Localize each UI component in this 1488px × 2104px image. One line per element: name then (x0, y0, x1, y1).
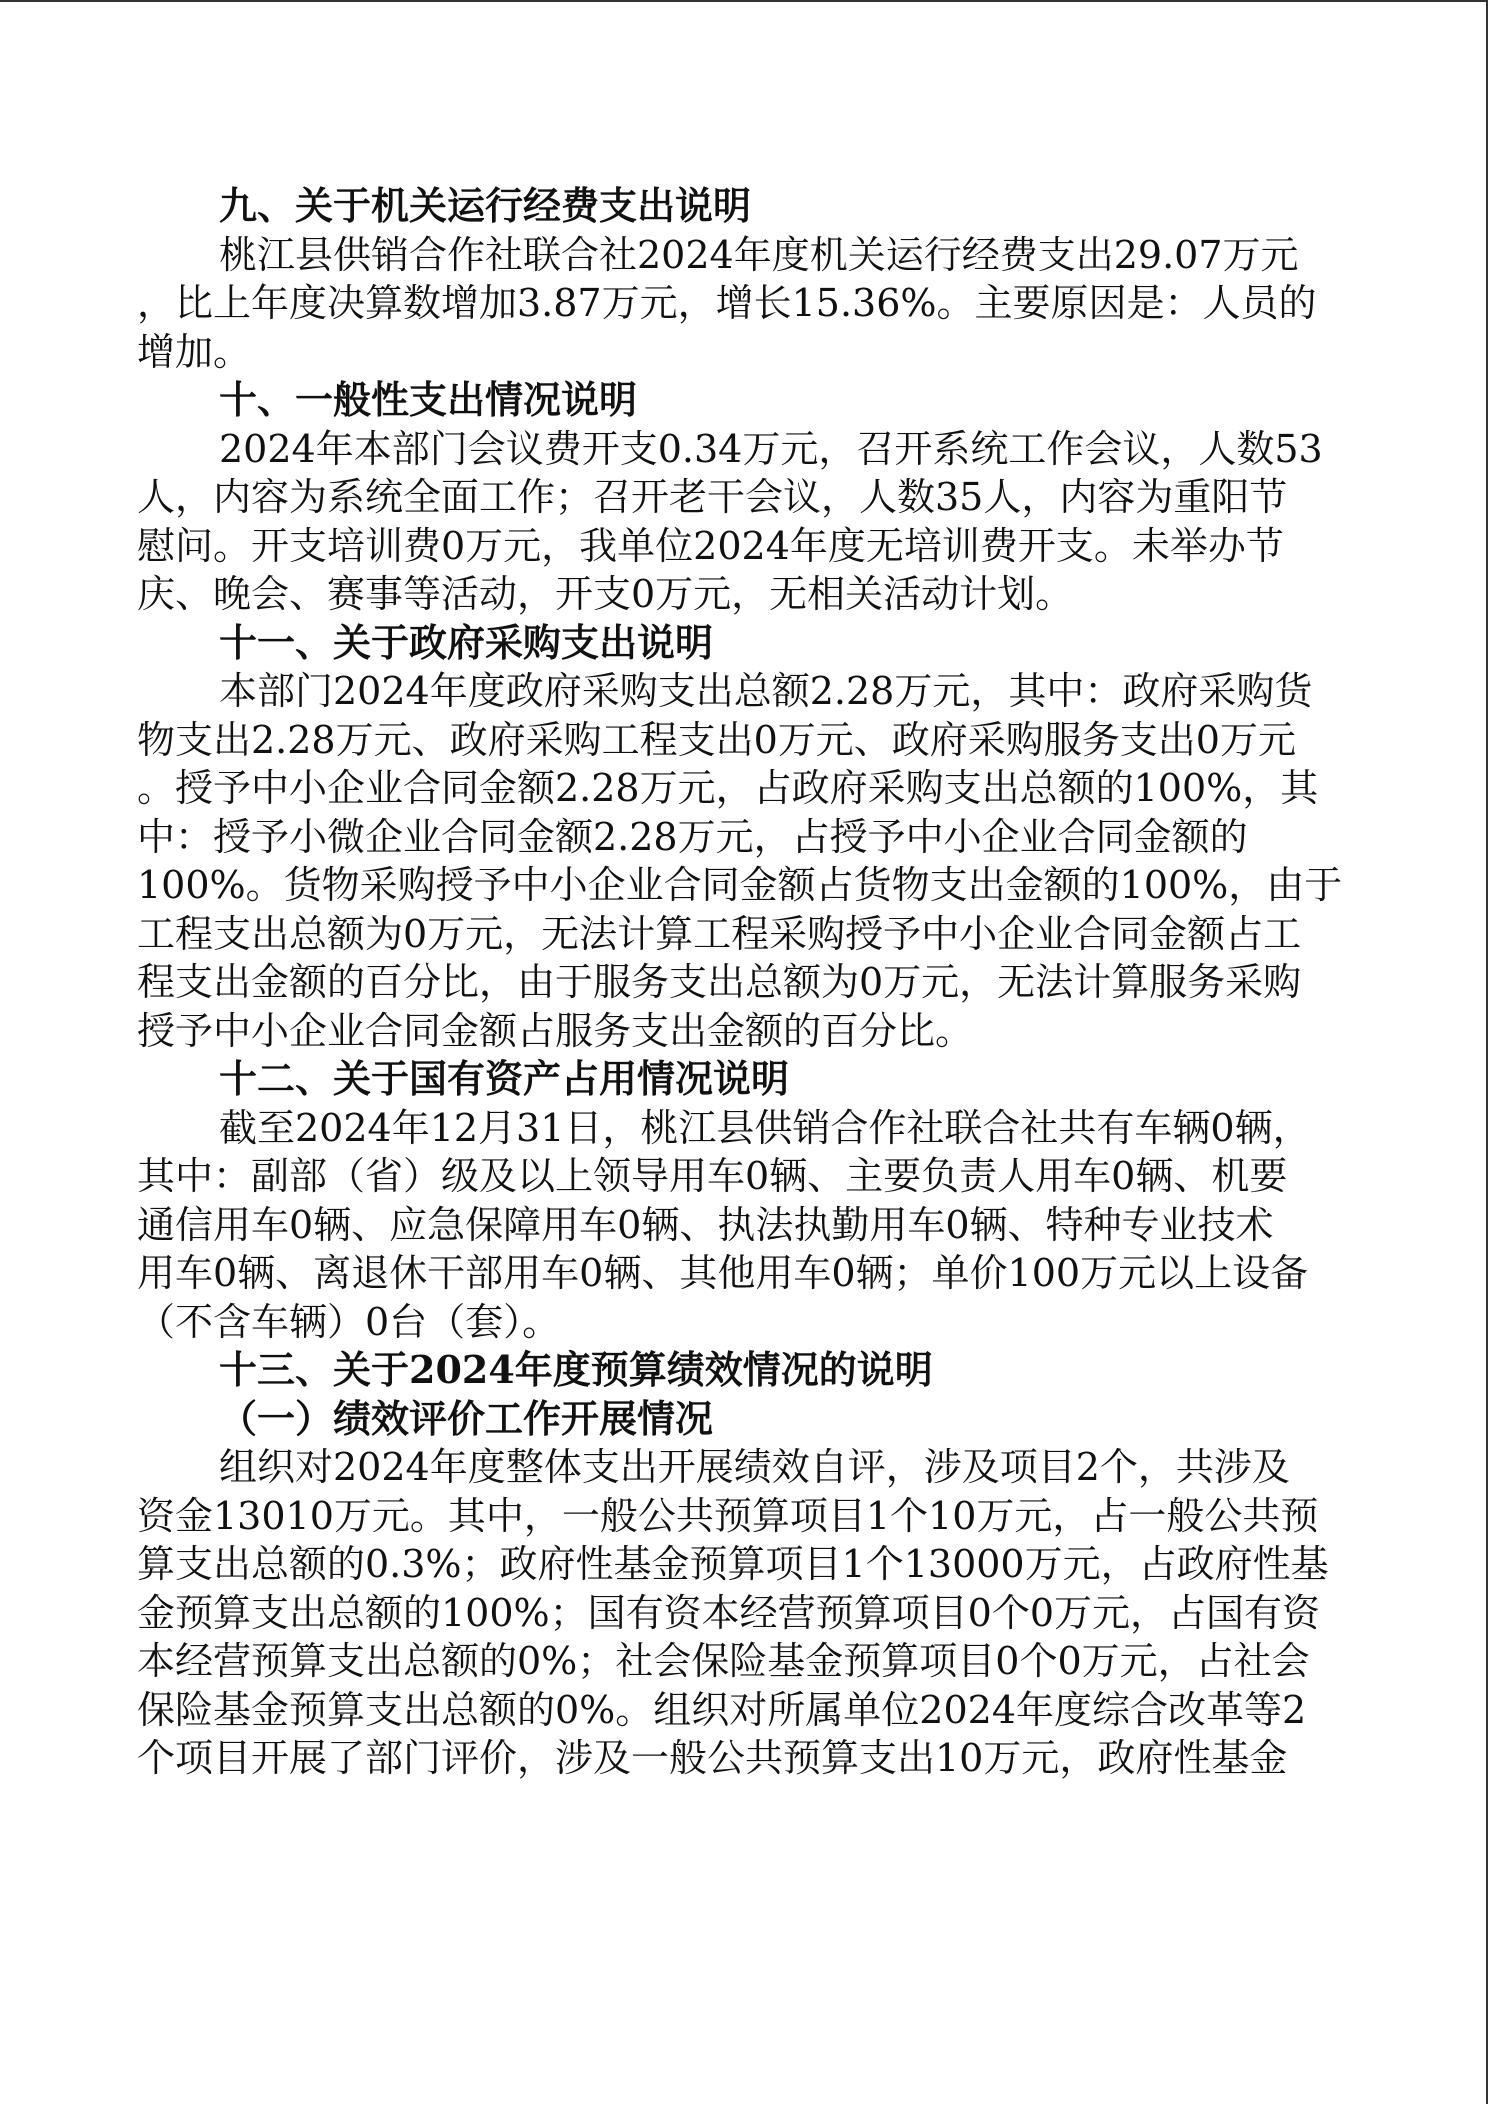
text-line: 本经营预算支出总额的0%；社会保险基金预算项目0个0万元，占社会 (137, 1639, 1310, 1683)
text-line: 截至2024年12月31日，桃江县供销合作社联合社共有车辆0辆， (219, 1105, 1311, 1150)
document-body (137, 182, 1357, 1783)
text-line: 通信用车0辆、应急保障用车0辆、执法执勤用车0辆、特种专业技术 (137, 1202, 1274, 1247)
text-line: 增加。 (137, 329, 252, 374)
text-line: 中：授予小微企业合同金额2.28万元，占授予中小企业合同金额的 (137, 814, 1248, 859)
text-line: 本部门2024年度政府采购支出总额2.28万元，其中：政府采购货 (219, 669, 1313, 713)
text-line: 组织对2024年度整体支出开展绩效自评，涉及项目2个，共涉及 (219, 1445, 1290, 1489)
section-heading: 十二、关于国有资产占用情况说明 (219, 1056, 790, 1101)
section-heading: 十、一般性支出情况说明 (219, 377, 638, 422)
text-line: 桃江县供销合作社联合社2024年度机关运行经费支出29.07万元 (219, 232, 1299, 277)
section-heading: 十一、关于政府采购支出说明 (219, 619, 714, 665)
text-line: 庆、晚会、赛事等活动，开支0万元，无相关活动计划。 (137, 572, 1074, 616)
text-line: 。授予中小企业合同金额2.28万元，占政府采购支出总额的100%，其 (137, 766, 1319, 810)
text-line: 100%。货物采购授予中小企业合同金额占货物支出金额的100%，由于 (137, 863, 1343, 907)
text-line: 2024年本部门会议费开支0.34万元，召开系统工作会议，人数53 (219, 426, 1323, 471)
section-heading: （一）绩效评价工作开展情况 (219, 1395, 714, 1441)
text-line: 程支出金额的百分比，由于服务支出总额为0万元，无法计算服务采购 (137, 960, 1302, 1004)
text-line: 人，内容为系统全面工作；召开老干会议，人数35人，内容为重阳节 (137, 475, 1288, 519)
section-heading: 十三、关于2024年度预算绩效情况的说明 (219, 1347, 933, 1392)
text-line: 保险基金预算支出总额的0%。组织对所属单位2024年度综合改革等2 (137, 1687, 1307, 1732)
text-line: 其中：副部（省）级及以上领导用车0辆、主要负责人用车0辆、机要 (137, 1154, 1288, 1198)
text-line: 资金13010万元。其中，一般公共预算项目1个10万元，占一般公共预 (137, 1493, 1319, 1538)
section-heading: 九、关于机关运行经费支出说明 (219, 183, 752, 228)
text-line: 工程支出总额为0万元，无法计算工程采购授予中小企业合同金额占工 (137, 911, 1302, 956)
text-line: 授予中小企业合同金额占服务支出金额的百分比。 (137, 1008, 974, 1053)
text-line: 个项目开展了部门评价，涉及一般公共预算支出10万元，政府性基金 (137, 1736, 1288, 1780)
text-line: 金预算支出总额的100%；国有资本经营预算项目0个0万元，占国有资 (137, 1590, 1320, 1635)
text-line: 物支出2.28万元、政府采购工程支出0万元、政府采购服务支出0万元 (137, 717, 1296, 762)
text-line: 慰问。开支培训费0万元，我单位2024年度无培训费开支。未举办节 (137, 523, 1284, 568)
text-line: 算支出总额的0.3%；政府性基金预算项目1个13000万元，占政府性基 (137, 1542, 1329, 1586)
text-line: 用车0辆、离退休干部用车0辆、其他用车0辆；单价100万元以上设备 (137, 1251, 1309, 1295)
text-line: （不含车辆）0台（套）。 (137, 1299, 561, 1344)
text-line: ，比上年度决算数增加3.87万元，增长15.36%。主要原因是：人员的 (137, 281, 1317, 325)
